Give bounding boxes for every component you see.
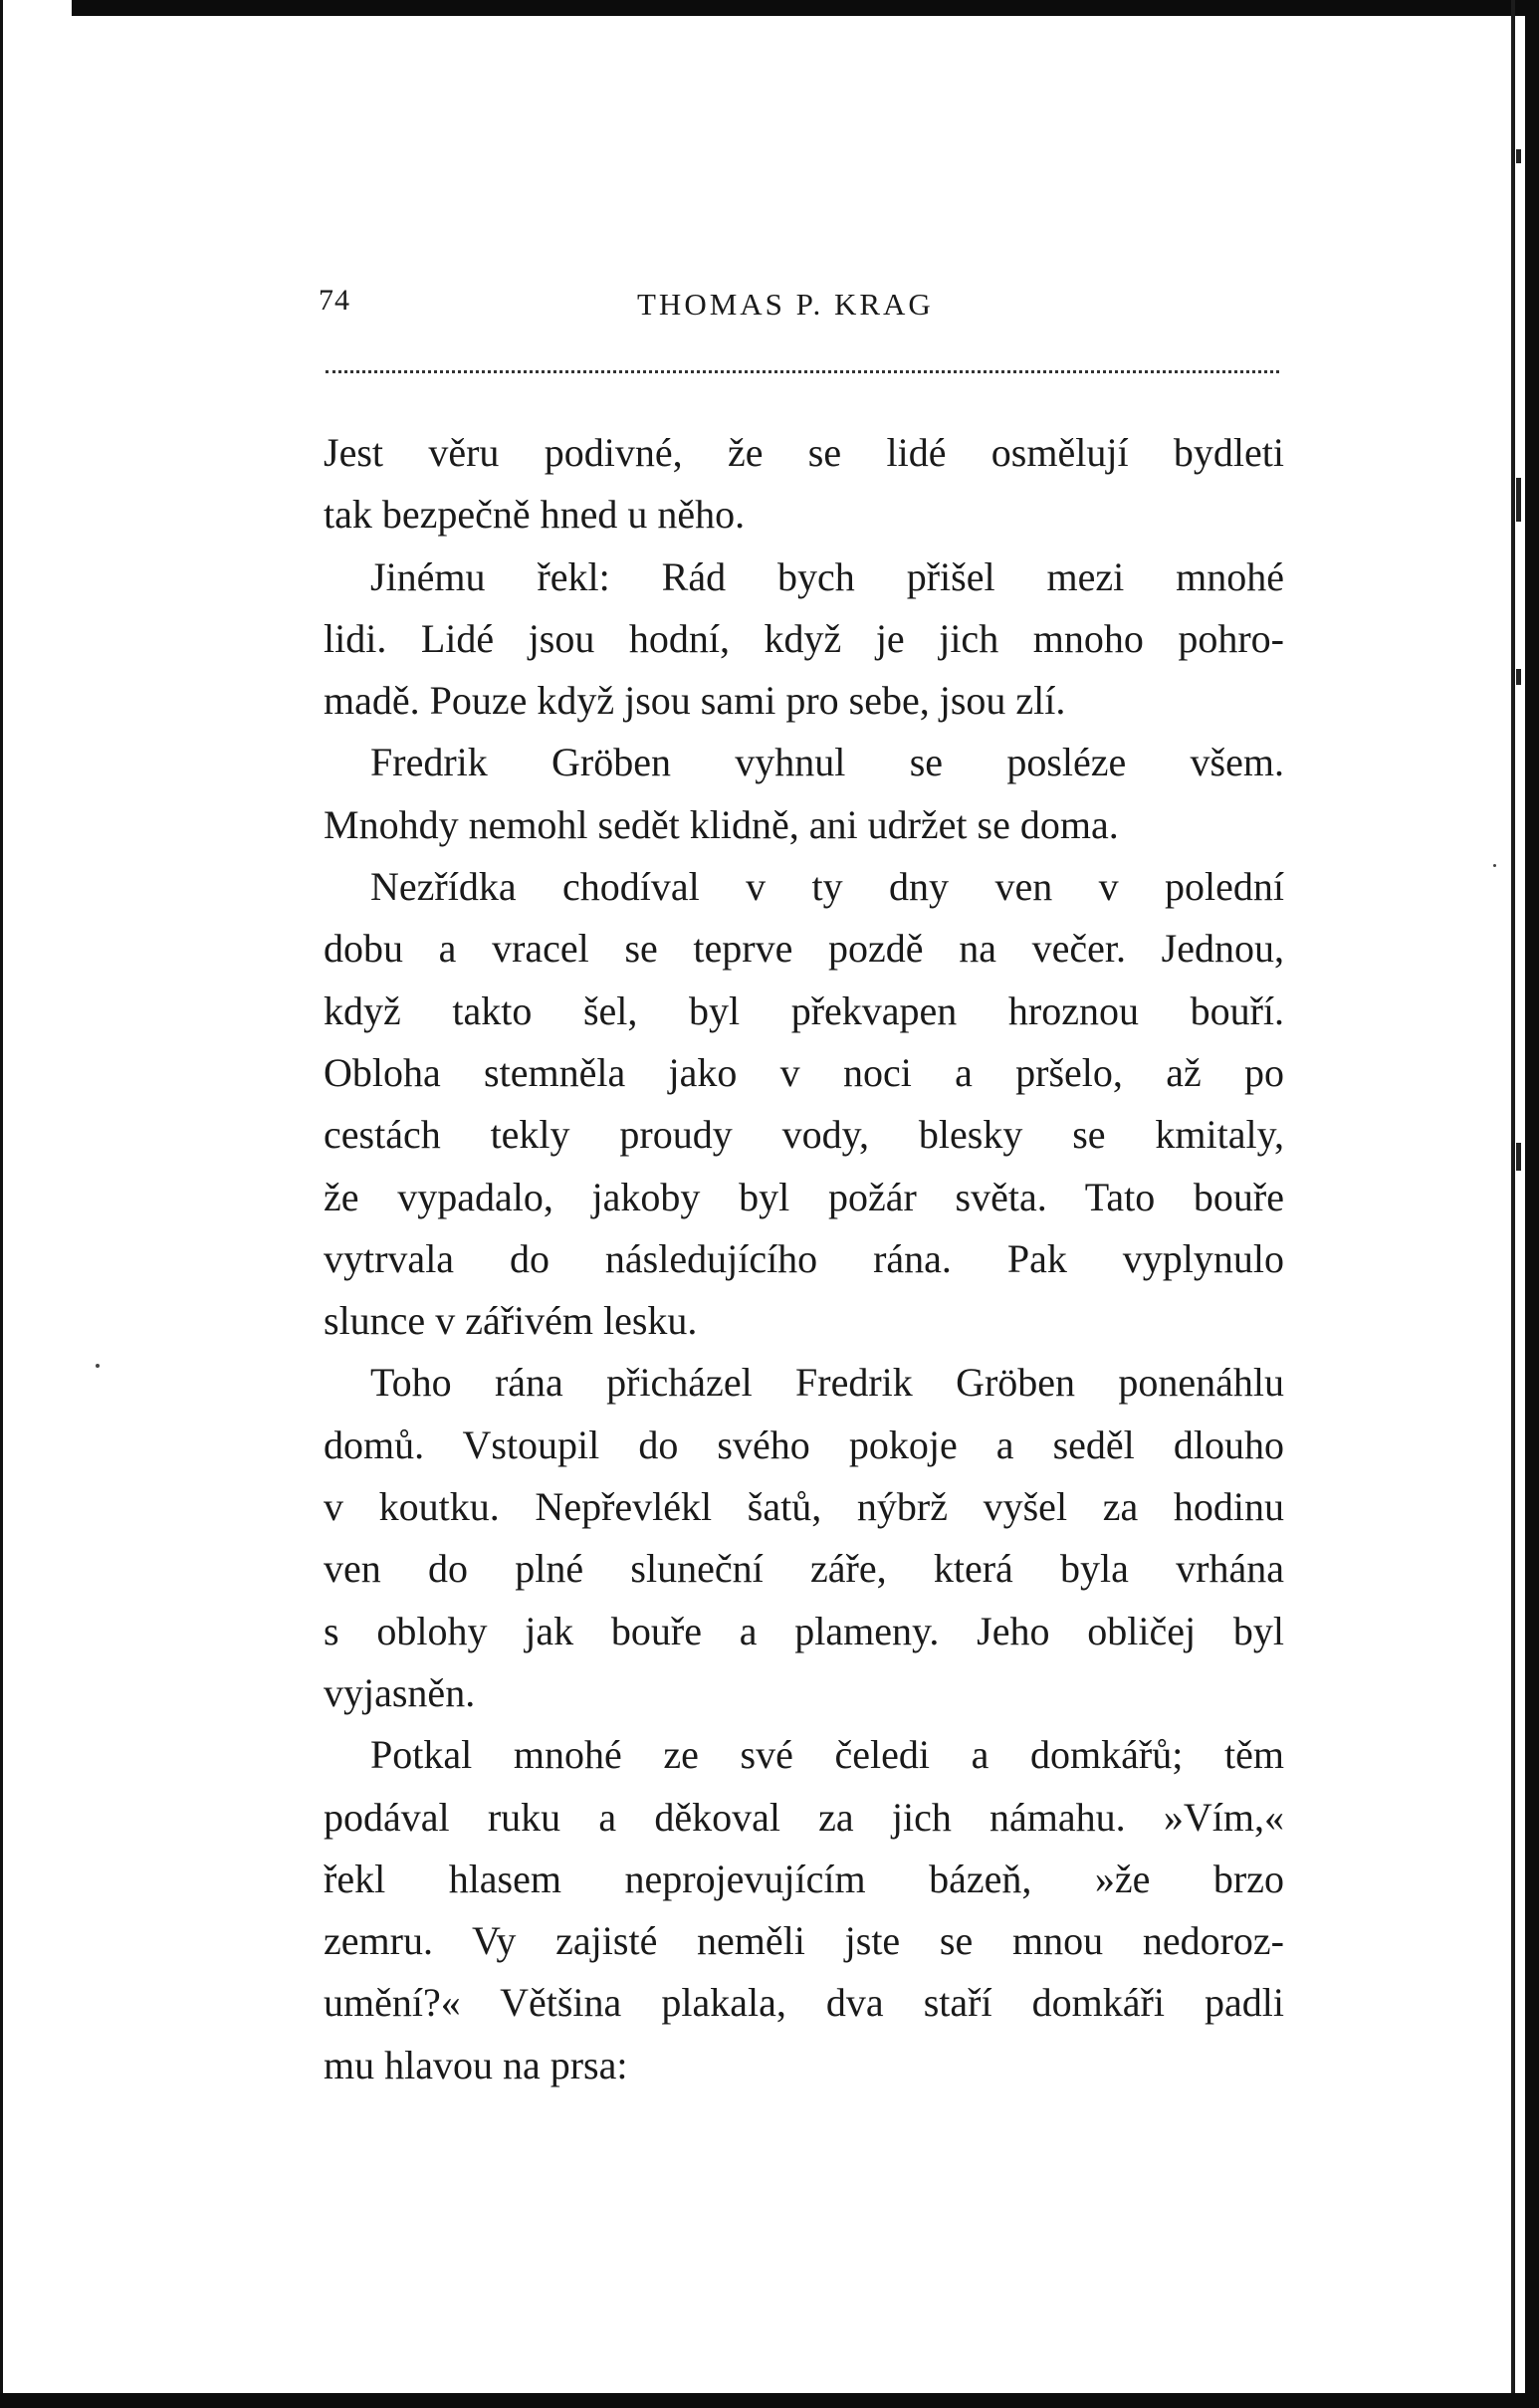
text-line: Fredrik Gröben vyhnul se posléze všem. <box>370 740 1284 785</box>
header-rule <box>326 370 1279 373</box>
text-line: domů. Vstoupil do svého pokoje a seděl dlouho <box>324 1422 1284 1467</box>
scan-border-top <box>0 0 1539 16</box>
text-line: vyjasněn. <box>324 1669 476 1715</box>
text-line: Potkal mnohé ze své čeledi a domkářů; těm <box>370 1732 1284 1778</box>
text-line: Jest věru podivné, že se lidé osmělují bydleti <box>324 430 1284 475</box>
scan-border-right <box>1525 0 1539 2408</box>
text-line: když takto šel, byl překvapen hroznou bouří. <box>324 987 1284 1033</box>
scan-border-bottom <box>0 2393 1539 2408</box>
edge-mark <box>1516 478 1521 522</box>
text-line: Jinému řekl: Rád bych přišel mezi mnohé <box>370 553 1284 599</box>
edge-mark <box>1516 149 1521 163</box>
paragraph <box>324 1724 1284 2096</box>
text-line: vytrvala do následujícího rána. Pak vyplynulo <box>324 1235 1284 1281</box>
scan-border-right-inner <box>1511 0 1515 2408</box>
scan-speck <box>1493 864 1496 867</box>
text-line: zemru. Vy zajisté neměli jste se mnou nedoroz- <box>324 1918 1284 1964</box>
edge-mark <box>1516 669 1521 685</box>
scan-border-gap <box>0 0 72 16</box>
paragraph <box>324 732 1284 856</box>
text-line: tak bezpečně hned u něho. <box>324 492 746 538</box>
text-line: že vypadalo, jakoby byl požár světa. Tato bouře <box>324 1174 1284 1219</box>
edge-mark <box>1516 1143 1521 1171</box>
scan-border-left <box>0 0 3 2408</box>
text-line: Mnohdy nemohl sedět klidně, ani udržet se doma. <box>324 801 1119 847</box>
text-line: cestách tekly proudy vody, blesky se kmitaly, <box>324 1112 1284 1158</box>
text-line: Nezřídka chodíval v ty dny ven v polední <box>370 864 1284 910</box>
text-line: s oblohy jak bouře a plameny. Jeho obličej byl <box>324 1608 1284 1653</box>
text-line: umění?« Většina plakala, dva staří domkáři padli <box>324 1980 1284 2026</box>
paragraph <box>324 1352 1284 1724</box>
text-line: dobu a vracel se teprve pozdě na večer. Jednou, <box>324 926 1284 972</box>
scan-speck <box>96 1364 100 1368</box>
text-line: ven do plné sluneční záře, která byla vrhána <box>324 1546 1284 1592</box>
paragraph <box>324 422 1284 547</box>
body-text <box>324 422 1284 2096</box>
text-line: podával ruku a děkoval za jich námahu. »Vím,« <box>324 1794 1284 1840</box>
text-line: Toho rána přicházel Fredrik Gröben ponenáhlu <box>370 1360 1284 1406</box>
text-line: řekl hlasem neprojevujícím bázeň, »že brzo <box>324 1856 1284 1901</box>
running-title: THOMAS P. KRAG <box>637 287 934 322</box>
text-line: v koutku. Nepřevlékl šatů, nýbrž vyšel za hodinu <box>324 1484 1284 1530</box>
page-number: 74 <box>319 284 350 317</box>
text-line: Obloha stemněla jako v noci a pršelo, až po <box>324 1049 1284 1095</box>
text-line: mu hlavou na prsa: <box>324 2042 628 2087</box>
paragraph <box>324 547 1284 733</box>
paragraph <box>324 856 1284 1352</box>
text-line: madě. Pouze když jsou sami pro sebe, jsou zlí. <box>324 678 1066 724</box>
text-line: slunce v zářivém lesku. <box>324 1298 698 1344</box>
text-line: lidi. Lidé jsou hodní, když je jich mnoho pohro- <box>324 615 1284 661</box>
